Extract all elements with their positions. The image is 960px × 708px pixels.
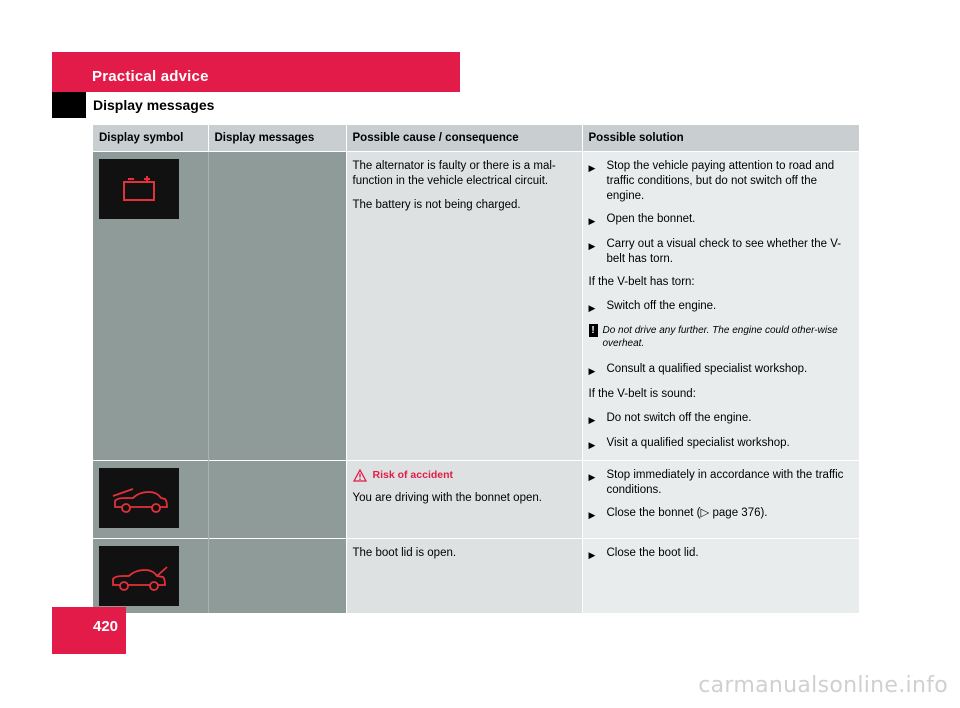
cause-cell (346, 152, 582, 461)
list-item: ▶ Consult a qualified specialist workshop. (589, 362, 854, 379)
cause-text: The boot lid is open. (352, 547, 457, 559)
condition-text: If the V-belt is sound: (588, 388, 696, 400)
arrow-right-icon: ▶ (588, 510, 596, 520)
watermark: carmanualsonline.info (698, 673, 948, 698)
list-item: ▶ Carry out a visual check to see whether the V-belt has torn. (588, 238, 842, 265)
table-row (93, 152, 859, 461)
section-tab-marker (52, 92, 86, 118)
arrow-right-icon: ▶ (588, 366, 596, 376)
solution-cell (582, 152, 859, 461)
arrow-right-icon: ▶ (588, 472, 596, 482)
table-row (93, 539, 859, 614)
arrow-right-icon: ▶ (588, 241, 596, 251)
page-number: 420 (93, 618, 119, 635)
arrow-right-icon: ▶ (588, 303, 596, 313)
solution-cell (582, 539, 859, 614)
solution-cell (582, 461, 859, 539)
warning-label: Risk of accident (372, 469, 454, 481)
cause-text: The alternator is faulty or there is a mal-function in the vehicle electrical circuit. (352, 160, 556, 187)
exclamation-icon: ! (589, 324, 598, 337)
list-item: ▶ Close the bonnet (▷ page 376). (589, 506, 854, 523)
section-title: Practical advice (92, 68, 209, 85)
battery-icon (99, 159, 179, 219)
message-cell (208, 461, 346, 539)
message-cell (208, 539, 346, 614)
table-header-row (93, 125, 859, 152)
list-item: ▶ Stop the vehicle paying attention to road and traffic conditions, but do not switch off the engine. (588, 160, 835, 202)
list-item: ▶ Do not switch off the engine. (589, 411, 854, 428)
car-bonnet-open-icon (99, 468, 179, 528)
cause-text: You are driving with the bonnet open. (352, 492, 542, 504)
message-cell (208, 152, 346, 461)
arrow-right-icon: ▶ (588, 550, 596, 560)
col-header-messages: Display messages (208, 125, 346, 152)
warning-line (353, 468, 576, 483)
page-title: Display messages (93, 97, 215, 113)
col-header-symbol: Display symbol (93, 125, 208, 152)
list-item: ▶ Switch off the engine. (589, 299, 854, 316)
arrow-right-icon: ▶ (588, 163, 596, 173)
col-header-solution: Possible solution (582, 125, 859, 152)
car-boot-open-icon (99, 546, 179, 606)
warning-triangle-icon (353, 469, 367, 482)
symbol-cell (93, 152, 208, 461)
symbol-cell (93, 461, 208, 539)
cause-cell (346, 539, 582, 614)
list-item: ▶ Visit a qualified specialist workshop. (589, 436, 854, 453)
arrow-right-icon: ▶ (588, 216, 596, 226)
arrow-right-icon: ▶ (588, 440, 596, 450)
table-row (93, 461, 859, 539)
cause-text: The battery is not being charged. (352, 199, 521, 211)
cause-cell (346, 461, 582, 539)
list-item: ▶ Close the boot lid. (589, 546, 854, 563)
symbol-cell (93, 539, 208, 614)
condition-text: If the V-belt has torn: (588, 276, 695, 288)
arrow-right-icon: ▶ (588, 415, 596, 425)
col-header-cause: Possible cause / consequence (346, 125, 582, 152)
caution-note: ! Do not drive any further. The engine could other-wise overheat. (589, 324, 854, 350)
list-item: ▶ Stop immediately in accordance with the traffic conditions. (588, 469, 844, 496)
list-item: ▶ Open the bonnet. (589, 212, 854, 229)
display-messages-table (93, 125, 860, 613)
